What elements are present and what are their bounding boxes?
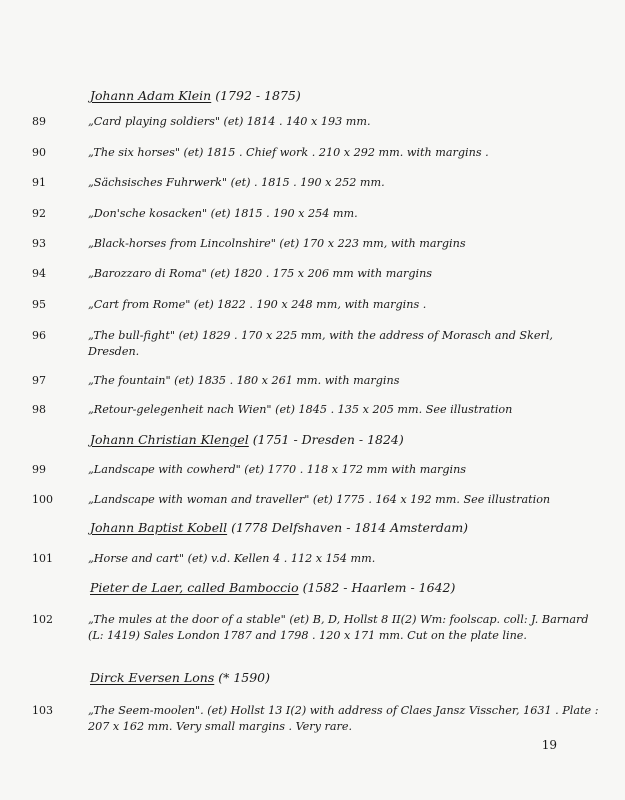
artist-name: Johann Adam Klein <box>90 88 212 103</box>
entry-number: 94 <box>32 267 46 280</box>
artist-dates: (1751 - Dresden - 1824) <box>252 432 404 447</box>
entry-number: 100 <box>32 493 53 506</box>
entry-text: „Landscape with cowherd" (et) 1770 . 118 x 172 mm with margins <box>88 463 467 476</box>
entry-number: 90 <box>32 146 46 159</box>
page-number: 19 <box>541 738 557 752</box>
artist-heading <box>90 580 455 595</box>
artist-name: Dirck Eversen Lons <box>90 670 215 685</box>
entry-text: „Retour-gelegenheit nach Wien" (et) 1845 . 135 x 205 mm. See illustration <box>88 403 513 416</box>
entry-number: 92 <box>32 207 46 220</box>
artist-heading <box>90 520 468 535</box>
artist-heading <box>90 670 270 685</box>
artist-dates: (1582 - Haarlem - 1642) <box>302 580 456 595</box>
entry-number: 103 <box>32 704 53 717</box>
entry-text: „The Seem-moolen". (et) Hollst 13 I(2) with address of Claes Jansz Visscher, 1631 . Plate : 207 x 162 mm. Very small margins . Very rare. <box>88 704 599 733</box>
entry-number: 102 <box>32 613 53 626</box>
entry-text: „Black-horses from Lincolnshire" (et) 170 x 223 mm, with margins <box>88 237 466 250</box>
artist-dates: (1778 Delfshaven - 1814 Amsterdam) <box>231 520 469 535</box>
entry-text: „Card playing soldiers" (et) 1814 . 140 x 193 mm. <box>88 115 371 128</box>
artist-name: Johann Baptist Kobell <box>90 520 228 535</box>
entry-number: 101 <box>32 552 53 565</box>
entry-number: 98 <box>32 403 46 416</box>
artist-heading <box>90 432 404 447</box>
entry-number: 89 <box>32 115 46 128</box>
entry-text: „Don'sche kosacken" (et) 1815 . 190 x 254 mm. <box>88 207 358 220</box>
artist-name: Pieter de Laer, called Bamboccio <box>90 580 299 595</box>
entry-number: 99 <box>32 463 46 476</box>
entry-text: „The fountain" (et) 1835 . 180 x 261 mm. with margins <box>88 374 400 387</box>
artist-dates: (* 1590) <box>218 670 271 685</box>
entry-number: 91 <box>32 176 46 189</box>
entry-number: 95 <box>32 298 46 311</box>
entry-number: 97 <box>32 374 46 387</box>
artist-heading <box>90 88 301 103</box>
entry-text: „The six horses" (et) 1815 . Chief work . 210 x 292 mm. with margins . <box>88 146 489 159</box>
entry-number: 96 <box>32 329 46 342</box>
entry-text: „Sächsisches Fuhrwerk" (et) . 1815 . 190 x 252 mm. <box>88 176 385 189</box>
entry-text: „Horse and cart" (et) v.d. Kellen 4 . 112 x 154 mm. <box>88 552 376 565</box>
entry-text: „Barozzaro di Roma" (et) 1820 . 175 x 206 mm with margins <box>88 267 433 280</box>
entry-text: „Landscape with woman and traveller" (et) 1775 . 164 x 192 mm. See illustration <box>88 493 551 506</box>
entry-text: „Cart from Rome" (et) 1822 . 190 x 248 mm, with margins . <box>88 298 427 311</box>
entry-number: 93 <box>32 237 46 250</box>
artist-dates: (1792 - 1875) <box>215 88 301 103</box>
entry-text: „The bull-fight" (et) 1829 . 170 x 225 mm, with the address of Morasch and Skerl, Dresden. <box>88 329 553 358</box>
entry-text: „The mules at the door of a stable" (et) B, D, Hollst 8 II(2) Wm: foolscap. coll: J. Barnard (L: 1419) Sales London 1787 and 1798 . 120 x 171 mm. Cut on the plate line. <box>88 613 589 642</box>
artist-name: Johann Christian Klengel <box>90 432 249 447</box>
